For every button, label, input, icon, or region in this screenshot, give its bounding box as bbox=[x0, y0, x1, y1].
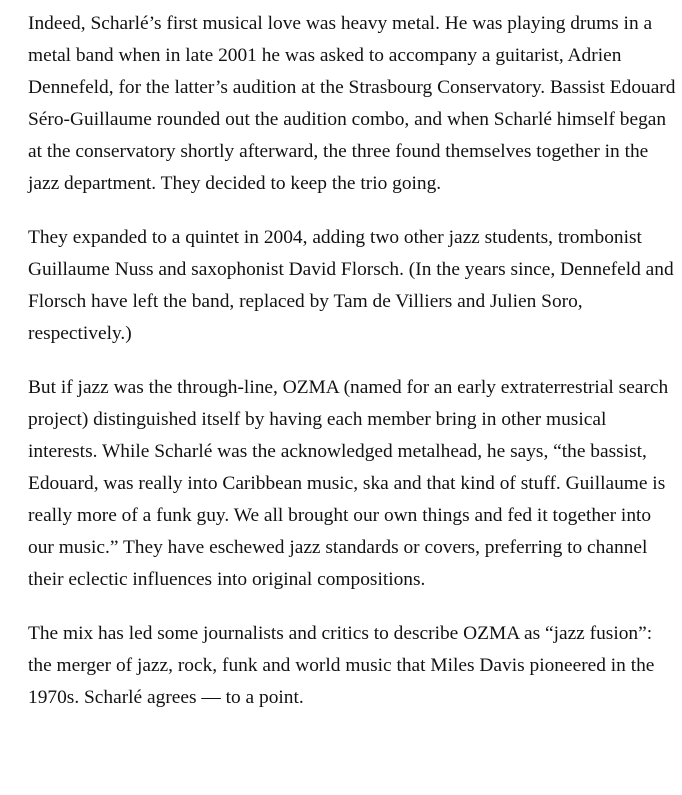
article-paragraph: The mix has led some journalists and critics to describe OZMA as “jazz fusion”: the merger of jazz, rock, funk and world music that Miles Davis pioneered in the 1970s. Scharlé agrees — to a point. bbox=[28, 623, 655, 708]
article-paragraph: Indeed, Scharlé’s first musical love was heavy metal. He was playing drums in a metal band when in late 2001 he was asked to accompany a guitarist, Adrien Dennefeld, for the latter’s audition at the Strasbourg Conservatory. Bassist Edouard Séro-Guillaume rounded out the audition combo, and when Scharlé himself began at the conservatory shortly afterward, the three found themselves together in the jazz department. They decided to keep the trio going. bbox=[28, 13, 676, 194]
article-paragraph: They expanded to a quintet in 2004, adding two other jazz students, trombonist Guillaume Nuss and saxophonist David Florsch. (In the years since, Dennefeld and Florsch have left the band, replaced by Tam de Villiers and Julien Soro, respectively.) bbox=[28, 227, 674, 344]
article-body bbox=[28, 8, 676, 736]
article-paragraph: But if jazz was the through-line, OZMA (named for an early extraterrestrial search project) distinguished itself by having each member bring in other musical interests. While Scharlé was the acknowledged metalhead, he says, “the bassist, Edouard, was really into Caribbean music, ska and that kind of stuff. Guillaume is really more of a funk guy. We all brought our own things and fed it together into our music.” They have eschewed jazz standards or covers, preferring to channel their eclectic influences into original compositions. bbox=[28, 377, 669, 590]
